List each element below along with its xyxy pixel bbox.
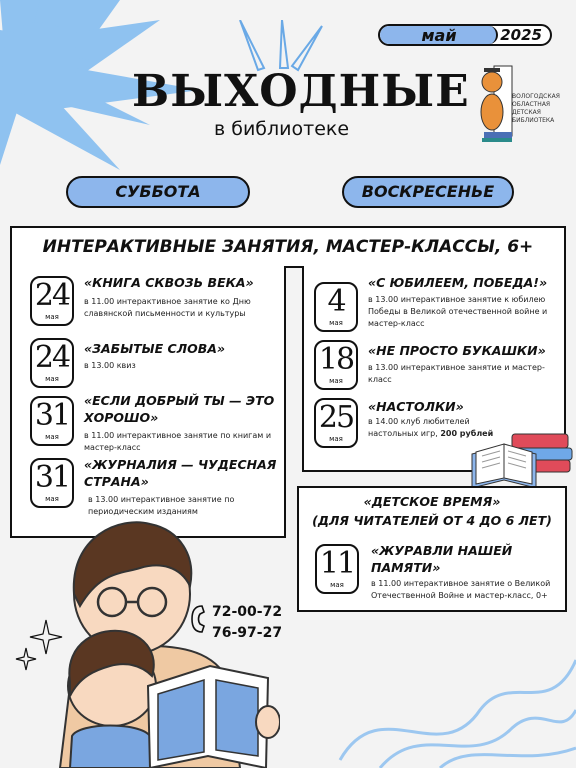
event-title: «С ЮБИЛЕЕМ, ПОБЕДА!» xyxy=(368,275,548,290)
list-item xyxy=(30,392,280,452)
father-son-reading-illustration xyxy=(40,516,283,768)
date-badge: 24 мая xyxy=(30,276,74,326)
event-description: в 13.00 интерактивное занятие по периодическим изданиям xyxy=(88,495,235,516)
event-title: «ЖУРНАЛИЯ — ЧУДЕСНАЯ СТРАНА» xyxy=(84,457,277,489)
event-description: в 11.00 интерактивное занятие о Великой Отечественной Войне и мастер-класс, 0+ xyxy=(371,579,551,600)
date-badge: 31 мая xyxy=(30,396,74,446)
event-description: в 13.00 интерактивное занятие и мастер-класс xyxy=(368,363,545,384)
phone-number: 72-00-72 xyxy=(212,604,283,620)
sunday-label: ВОСКРЕСЕНЬЕ xyxy=(342,176,514,208)
date-badge: 18 мая xyxy=(314,340,358,390)
event-description: в 13.00 интерактивное занятие к юбилею Победы в Великой отечественной войне и мастер-класс xyxy=(368,295,548,328)
date-badge: 24 мая xyxy=(30,338,74,388)
event-description: в 11.00 интерактивное занятие ко Дню славянской письменности и культуры xyxy=(84,297,251,318)
date-badge: 25 мая xyxy=(314,398,358,448)
section-band-title: ИНТЕРАКТИВНЫЕ ЗАНЯТИЯ, МАСТЕР-КЛАССЫ, 6+ xyxy=(10,226,566,268)
list-item xyxy=(30,456,280,522)
page-subtitle: в библиотеке xyxy=(214,118,350,140)
event-title: «НЕ ПРОСТО БУКАШКИ» xyxy=(368,343,546,358)
date-badge: 31 мая xyxy=(30,458,74,508)
event-title: «НАСТОЛКИ» xyxy=(368,399,464,414)
event-description: в 11.00 интерактивное занятие по книгам и мастер-класс xyxy=(84,431,272,452)
kids-events-box xyxy=(297,532,567,612)
wave-decoration xyxy=(320,630,576,768)
event-title: «КНИГА СКВОЗЬ ВЕКА» xyxy=(84,275,254,290)
list-item xyxy=(315,540,565,610)
event-description: в 13.00 квиз xyxy=(84,361,136,370)
phone-number: 76-97-27 xyxy=(212,625,283,641)
year-label: 2025 xyxy=(500,26,542,44)
saturday-events-box xyxy=(10,266,286,538)
list-item xyxy=(314,340,564,390)
saturday-label: СУББОТА xyxy=(66,176,250,208)
list-item xyxy=(30,338,280,388)
date-badge: 11 мая xyxy=(315,544,359,594)
event-description: в 14.00 клуб любителей настольных игр, 200 рублей xyxy=(368,417,494,438)
page-title: ВЫХОДНЫЕ xyxy=(132,66,470,117)
month-label: май xyxy=(421,26,457,45)
date-badge: 4 мая xyxy=(314,282,358,332)
month-year-badge xyxy=(378,24,552,46)
event-title: «ЖУРАВЛИ НАШЕЙ ПАМЯТИ» xyxy=(371,543,513,575)
event-title: «ЕСЛИ ДОБРЫЙ ТЫ — ЭТО ХОРОШО» xyxy=(84,393,275,425)
library-logo-icon xyxy=(478,60,514,144)
list-item xyxy=(30,274,280,334)
kids-time-heading: «ДЕТСКОЕ ВРЕМЯ» (ДЛЯ ЧИТАТЕЛЕЙ ОТ 4 ДО 6 ЛЕТ) xyxy=(297,486,567,534)
event-title: «ЗАБЫТЫЕ СЛОВА» xyxy=(84,341,226,356)
library-name: ВОЛОГОДСКАЯ ОБЛАСТНАЯ ДЕТСКАЯ БИБЛИОТЕКА xyxy=(512,93,560,124)
list-item xyxy=(314,274,564,344)
